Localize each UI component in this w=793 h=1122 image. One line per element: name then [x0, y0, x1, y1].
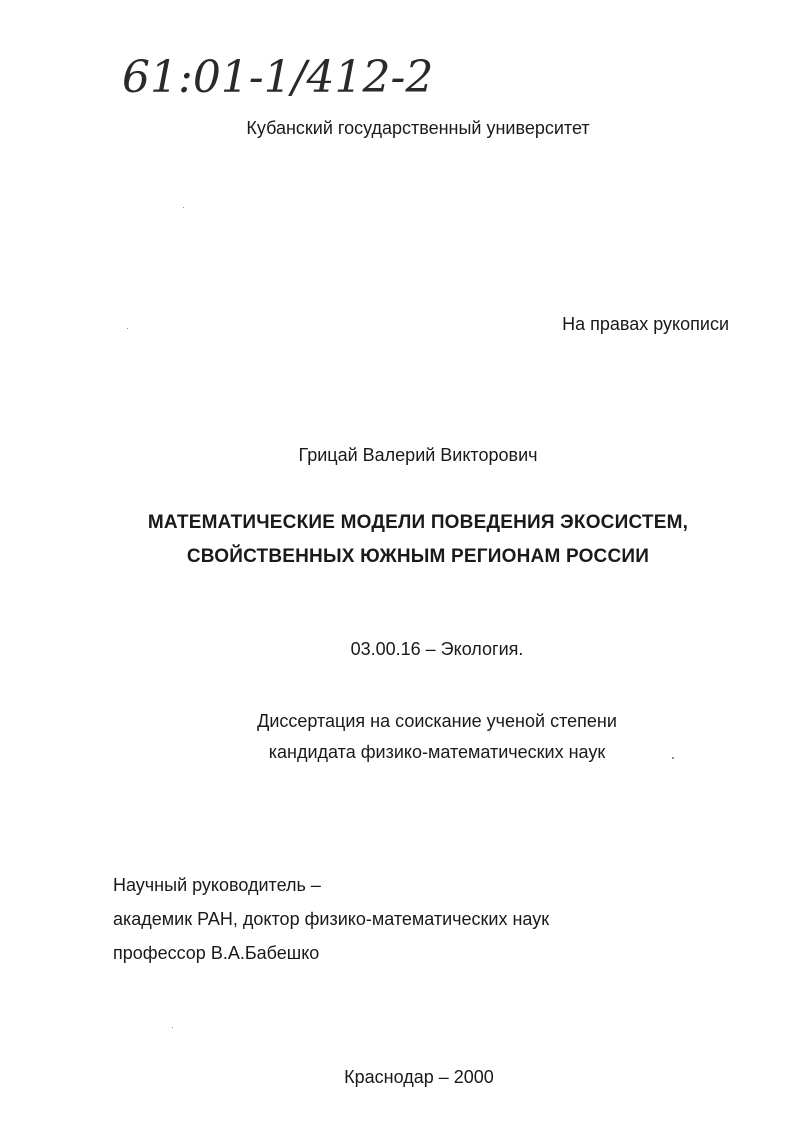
- supervisor-line-1: Научный руководитель –: [113, 875, 321, 895]
- scan-speck: [127, 328, 128, 329]
- scan-speck: [172, 1027, 173, 1028]
- city-year: Краснодар – 2000: [344, 1067, 494, 1087]
- rights-note: На правах рукописи: [562, 314, 729, 334]
- degree-line-1: Диссертация на соискание ученой степени: [257, 711, 617, 731]
- supervisor-line-2: академик РАН, доктор физико-математических наук: [113, 909, 550, 929]
- title-line-1: МАТЕМАТИЧЕСКИЕ МОДЕЛИ ПОВЕДЕНИЯ ЭКОСИСТЕМ,: [147, 512, 689, 533]
- author-name: Грицай Валерий Викторович: [298, 445, 538, 465]
- dissertation-title: [0, 506, 793, 574]
- scan-speck: [672, 757, 674, 759]
- supervisor-block: [113, 868, 549, 970]
- handwritten-archive-code: [118, 40, 478, 112]
- degree-statement: [0, 706, 793, 768]
- degree-line-2: кандидата физико-математических наук: [268, 742, 606, 762]
- scan-speck: [183, 207, 184, 208]
- archive-code-text: 61:01-1/412-2: [122, 52, 434, 103]
- supervisor-line-3: профессор В.А.Бабешко: [113, 943, 320, 963]
- specialty-code: 03.00.16 – Экология.: [350, 639, 524, 659]
- university-name: Кубанский государственный университет: [246, 118, 590, 138]
- title-line-2: СВОЙСТВЕННЫХ ЮЖНЫМ РЕГИОНАМ РОССИИ: [186, 546, 650, 567]
